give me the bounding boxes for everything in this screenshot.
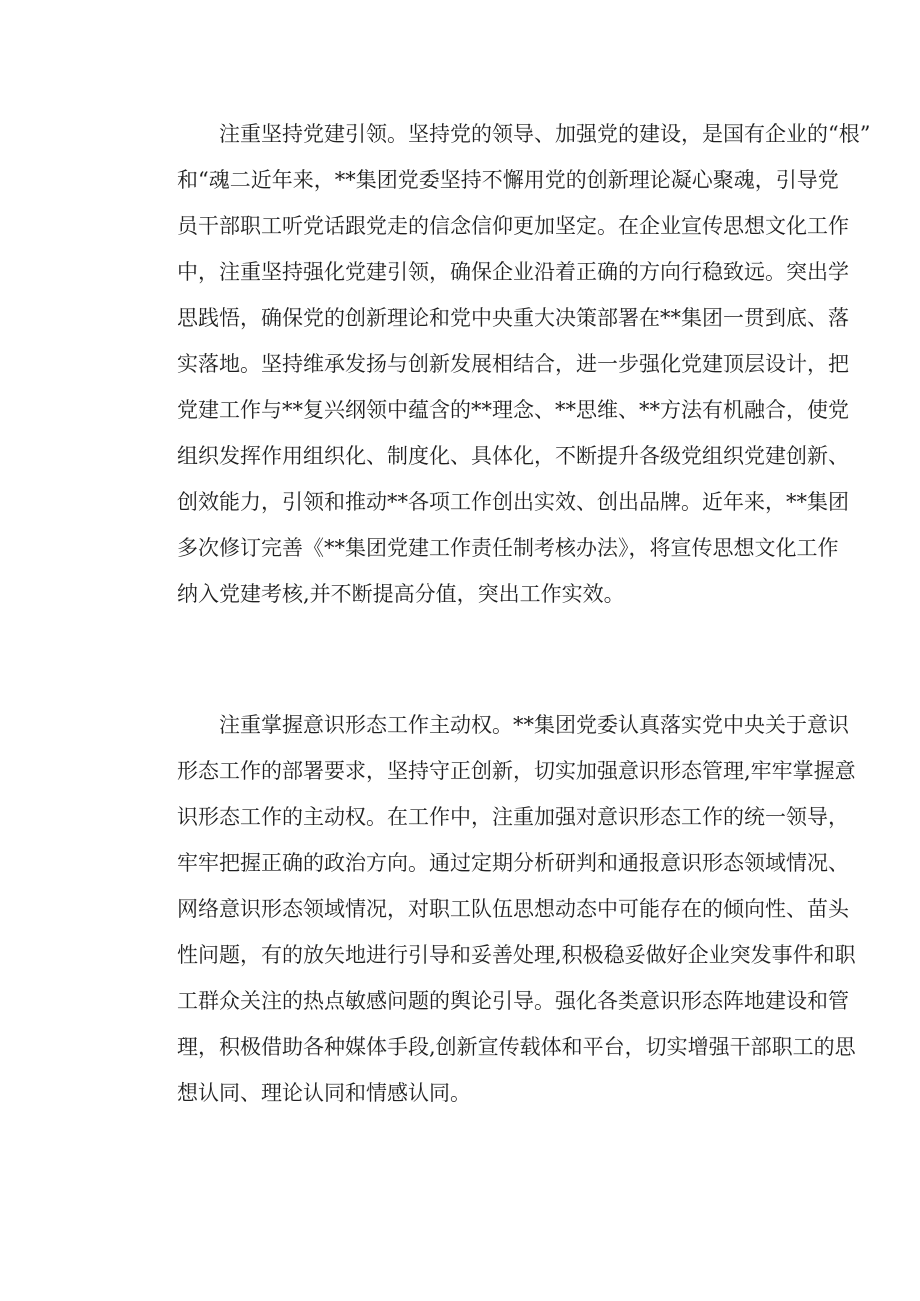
paragraph-line: 想认同、理论认同和情感认同。 bbox=[177, 1081, 471, 1105]
paragraph-line: 实落地。坚持维承发扬与创新发展相结合，进一步强化党建顶层设计，把 bbox=[177, 352, 849, 376]
paragraph-line: 牢牢把握正确的政治方向。通过定期分析研判和通报意识形态领域情况、 bbox=[177, 851, 849, 875]
paragraph-line: 中，注重坚持强化党建引领，确保企业沿着正确的方向行稳致远。突出学 bbox=[177, 260, 849, 284]
paragraph-line: 创效能力，引领和推动**各项工作创出实效、创出品牌。近年来，**集团 bbox=[177, 490, 849, 514]
paragraph-party-building bbox=[177, 111, 871, 617]
paragraph-line: 形态工作的部署要求，坚持守正创新，切实加强意识形态管理,牢牢掌握意 bbox=[177, 759, 856, 783]
paragraph-line: 组织发挥作用组织化、制度化、具体化，不断提升各级党组织党建创新、 bbox=[177, 444, 849, 468]
paragraph-line: 党建工作与**复兴纲领中蕴含的**理念、**思维、**方法有机融合，使党 bbox=[177, 398, 849, 422]
paragraph-line: 注重掌握意识形态工作主动权。**集团党委认真落实党中央关于意识 bbox=[219, 713, 849, 737]
paragraph-line: 纳入党建考核,并不断提高分值，突出工作实效。 bbox=[177, 582, 625, 606]
paragraph-line: 工群众关注的热点敏感问题的舆论引导。强化各类意识形态阵地建设和管 bbox=[177, 989, 849, 1013]
paragraph-line: 性问题，有的放矢地进行引导和妥善处理,积极稳妥做好企业突发事件和职 bbox=[177, 943, 856, 967]
paragraph-line: 注重坚持党建引领。坚持党的领导、加强党的建设，是国有企业的“根” bbox=[219, 122, 871, 146]
paragraph-line: 和“魂二近年来，**集团党委坚持不懈用党的创新理论凝心聚魂，引导党 bbox=[177, 168, 839, 192]
paragraph-line: 多次修订完善《**集团党建工作责任制考核办法》，将宣传思想文化工作 bbox=[177, 536, 839, 560]
paragraph-line: 员干部职工听党话跟党走的信念信仰更加坚定。在企业宣传思想文化工作 bbox=[177, 214, 849, 238]
paragraph-line: 理，积极借助各种媒体手段,创新宣传载体和平台，切实增强干部职工的思 bbox=[177, 1035, 856, 1059]
paragraph-line: 网络意识形态领域情况，对职工队伍思想动态中可能存在的倾向性、苗头 bbox=[177, 897, 849, 921]
paragraph-line: 思践悟，确保党的创新理论和党中央重大决策部署在**集团一贯到底、落 bbox=[177, 306, 849, 330]
paragraph-line: 识形态工作的主动权。在工作中，注重加强对意识形态工作的统一领导， bbox=[177, 805, 849, 829]
paragraph-ideology-work bbox=[177, 702, 856, 1116]
